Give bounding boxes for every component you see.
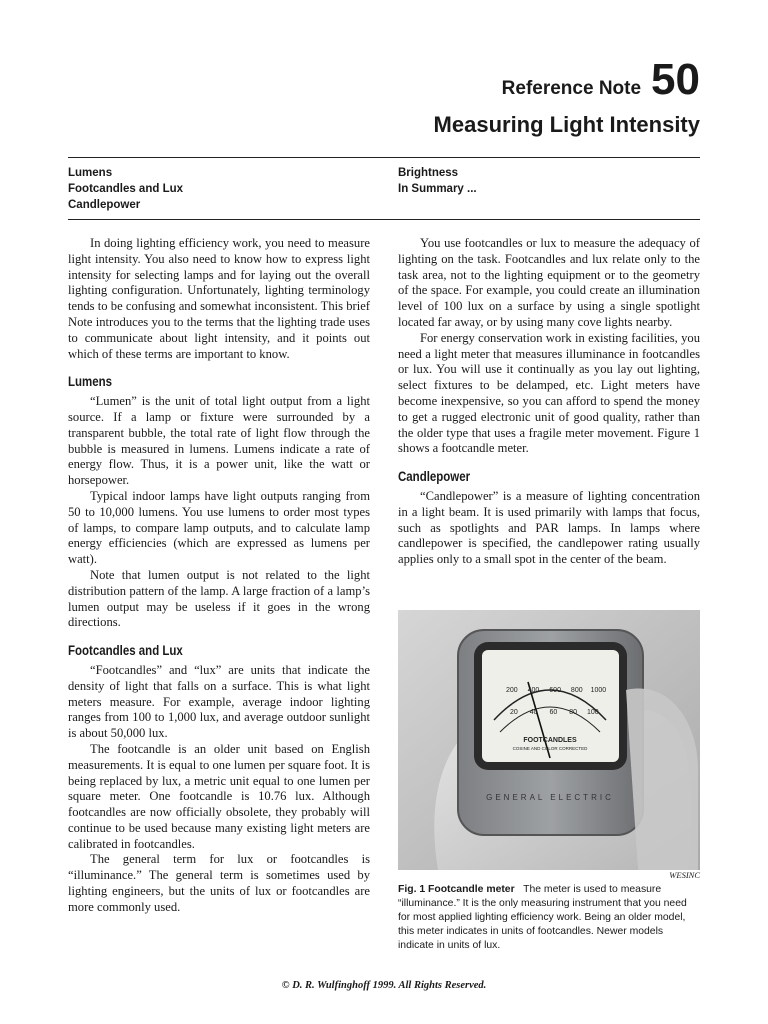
meter-sublabel: COSINE AND COLOR CORRECTED	[512, 746, 588, 751]
top-rule	[68, 157, 700, 158]
figure-caption	[398, 883, 700, 953]
page-title: Measuring Light Intensity	[433, 112, 700, 137]
reference-note-header	[501, 55, 700, 104]
toc-item: Lumens	[68, 167, 113, 179]
meter-illustration	[398, 610, 700, 870]
photo-credit: WESINC	[669, 870, 700, 880]
body-paragraph: For energy conservation work in existing facilities, you need a light meter that measures illuminance in footcandles or lux. You will use it continually as you lay out lighting, select fixtures to be delamped, etc. Light meters have become inexpensive, so you can afford to spend the money to get a rugged electronic unit of good quality, rather than the older type that uses a fragile meter movement. Figure 1 shows a footcandle meter.	[398, 330, 700, 456]
toc-rule	[68, 219, 700, 220]
toc-right	[398, 165, 477, 197]
body-paragraph: “Footcandles” and “lux” are units that indicate the density of light that falls on a surface. This is what light meters measure. For example, average indoor lighting ranges from 100 to 1,000 lux, and average outdoor sunlight is about 50,000 lux.	[68, 662, 370, 741]
meter-scale-mid: 20 40 60 80 100	[510, 709, 599, 716]
body-paragraph: Note that lumen output is not related to the light distribution pattern of the lamp. A large fraction of a lamp’s lumen output may be useless if it goes in the wrong directions.	[68, 567, 370, 630]
meter-scale-top: 200 400 600 800 1000	[506, 687, 607, 694]
body-paragraph: “Candlepower” is a measure of lighting concentration in a light beam. It is used primarily with lamps that focus, such as spotlights and PAR lamps. In lamps where candlepower is specified, the candlepower rating usually applies only to a small spot in the center of the beam.	[398, 488, 700, 567]
caption-text: The meter is used to measure “illuminance.” It is the only measuring instrument that you need for most applied lighting efficiency work. Being an older model, this meter indicates in units of footcandles. Newer models indicate in units of lux.	[398, 884, 687, 951]
toc-item: Brightness	[398, 167, 459, 179]
meter-brand: GENERAL ELECTRIC	[486, 793, 614, 802]
meter-label: FOOTCANDLES	[523, 737, 577, 744]
toc-left	[68, 165, 183, 213]
body-paragraph: Typical indoor lamps have light outputs ranging from 50 to 10,000 lumens. You use lumens to order most types of lamps, to compare lamp outputs, and to calculate lamp energy efficiencies (which are expressed as lumens per watt).	[68, 488, 370, 567]
toc-item: Footcandles and Lux	[68, 183, 184, 195]
reference-note-number: 50	[651, 55, 700, 104]
right-column	[398, 236, 700, 568]
body-paragraph: You use footcandles or lux to measure the adequacy of lighting on the task. Footcandles and lux relate only to the task area, not to the lighting equipment or to the geometry of the space. For example, you could create an illumination level of 100 lux on a surface by using a single spotlight located far away, or by using many cove lights nearby.	[398, 236, 700, 329]
caption-label: Fig. 1 Footcandle meter	[398, 884, 515, 895]
left-column	[68, 236, 370, 916]
body-paragraph: The general term for lux or footcandles is “illuminance.” The general term is sometimes used by lighting engineers, but the units of lux or footcandles are more commonly used.	[68, 852, 370, 914]
body-paragraph: “Lumen” is the unit of total light output from a light source. If a lamp or fixture were surrounded by a transparent bubble, the total rate of light flow through the bubble is measured in lumens. Lumens indicate a rate of energy flow. Thus, it is a power unit, like the watt or horsepower.	[68, 394, 370, 488]
reference-note-label: Reference Note	[501, 78, 642, 99]
toc-item: Candlepower	[68, 199, 141, 211]
intro-paragraph: In doing lighting efficiency work, you need to measure light intensity. You also need to know how to express light intensity for selecting lamps and for laying out the overall lighting configuration. Unfortunately, lighting terminology tends to be confusing and somewhat inconsistent. This brief Note introduces you to the terms that the lighting trade uses to communicate about light intensity, and it points out which of these terms are important to know.	[68, 236, 370, 361]
section-heading-lumens: Lumens	[68, 373, 113, 390]
copyright-footer: © D. R. Wulfinghoff 1999. All Rights Reserved.	[281, 980, 487, 991]
footcandle-meter-photo	[398, 610, 700, 870]
toc-item: In Summary ...	[398, 183, 477, 195]
section-heading-candlepower: Candlepower	[398, 468, 471, 485]
section-heading-footcandles: Footcandles and Lux	[68, 642, 183, 659]
body-paragraph: The footcandle is an older unit based on English measurements. It is equal to one lumen per square foot. It is being replaced by lux, a metric unit equal to one lumen per square meter. One footcandle is 10.76 lux. Although footcandles are now officially obsolete, they probably will continue to be used because many existing light meters are calibrated in footcandles.	[68, 741, 370, 851]
